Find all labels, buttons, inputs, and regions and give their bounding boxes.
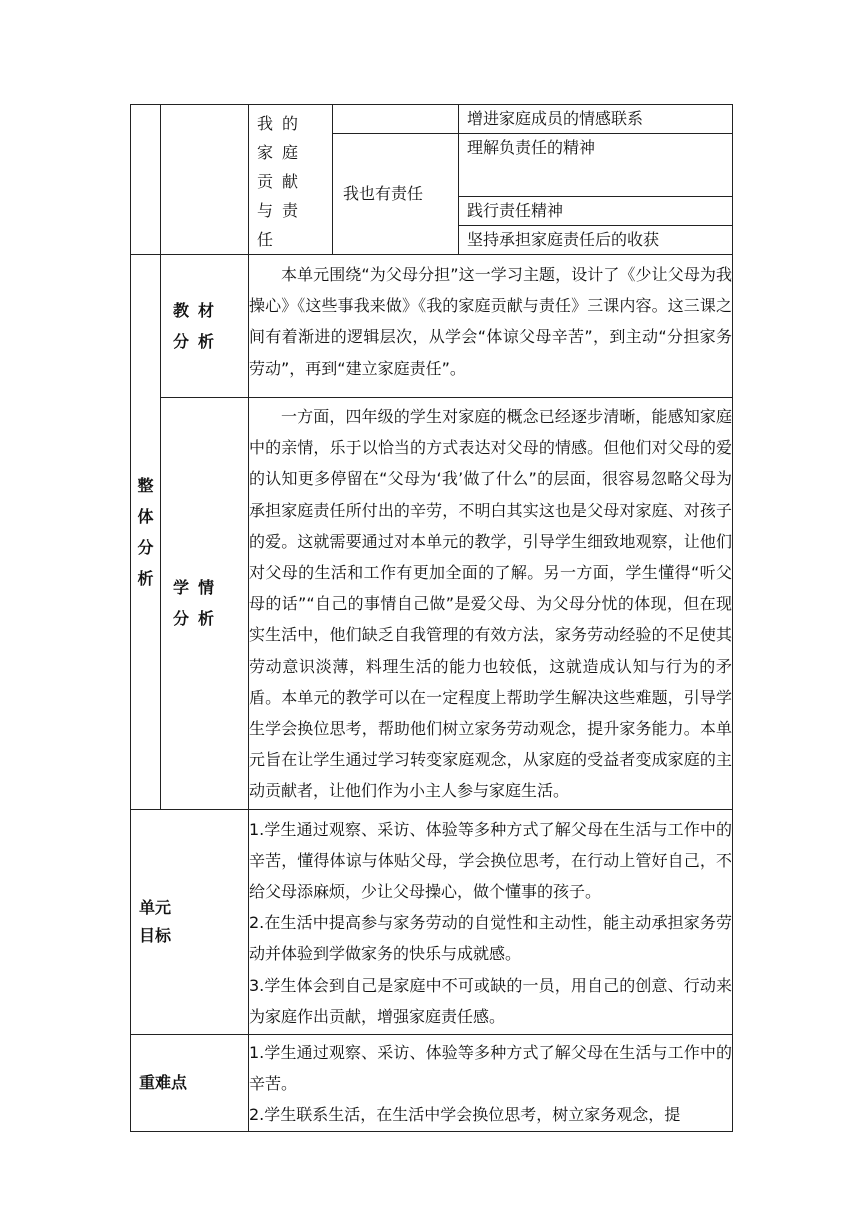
- unit-goals-cell: [249, 809, 733, 1034]
- student-analysis-row: [131, 398, 733, 810]
- textbook-analysis-label: 教材分析: [161, 255, 249, 398]
- topic-1: 增进家庭成员的情感联系: [459, 105, 733, 134]
- unit-plan-table: [130, 104, 733, 1132]
- goal-3: 3.学生体会到自己是家庭中不可或缺的一员，用自己的创意、行动来为家庭作出贡献，增强家庭责任感。: [249, 975, 732, 1026]
- student-analysis-cell: [249, 398, 733, 810]
- lesson-title: 我的家庭贡献与责任: [249, 105, 333, 255]
- empty-cell-b: [161, 105, 249, 255]
- key-points-row: [131, 1035, 733, 1132]
- key-points-cell: [249, 1035, 733, 1132]
- theme-title: 我也有责任: [333, 134, 459, 255]
- textbook-analysis-cell: [249, 255, 733, 398]
- lesson-row: [131, 105, 733, 134]
- key-point-2: 2.学生联系生活，在生活中学会换位思考，树立家务观念，提: [249, 1105, 681, 1125]
- key-points-label: 重难点: [131, 1035, 249, 1132]
- empty-cell-a: [131, 105, 161, 255]
- topic-2: 理解负责任的精神: [459, 134, 733, 197]
- textbook-analysis-text: 本单元围绕“为父母分担”这一学习主题，设计了《少让父母为我操心》《这些事我来做》《我的家庭贡献与责任》三课内容。这三课之间有着渐进的逻辑层次，从学会“体谅父母辛苦”，到主动“分担家务劳动”，再到“建立家庭责任”。: [249, 265, 732, 378]
- topic-4: 坚持承担家庭责任后的收获: [459, 226, 733, 255]
- topic-3: 践行责任精神: [459, 197, 733, 226]
- goal-1: 1.学生通过观察、采访、体验等多种方式了解父母在生活与工作中的辛苦，懂得体谅与体贴父母，学会换位思考，在行动上管好自己，不给父母添麻烦，少让父母操心，做个懂事的孩子。: [249, 819, 732, 902]
- textbook-analysis-row: [131, 255, 733, 398]
- unit-goals-row: [131, 809, 733, 1034]
- unit-goals-label: 单元 目标: [131, 809, 249, 1034]
- goal-2: 2.在生活中提高参与家务劳动的自觉性和主动性，能主动承担家务劳动并体验到学做家务的快乐与成就感。: [249, 913, 732, 964]
- theme-empty-cell: [333, 105, 459, 134]
- overall-analysis-label: 整 体 分 析: [131, 255, 161, 810]
- key-point-1: 1.学生通过观察、采访、体验等多种方式了解父母在生活与工作中的辛苦。: [249, 1043, 732, 1094]
- student-analysis-text: 一方面，四年级的学生对家庭的概念已经逐步清晰，能感知家庭中的亲情，乐于以恰当的方式表达对父母的情感。但他们对父母的爱的认知更多停留在“父母为‘我’做了什么”的层面，很容易忽略父母为承担家庭责任所付出的辛劳，不明白其实这也是父母对家庭、对孩子的爱。这就需要通过对本单元的教学，引导学生细致地观察，让他们对父母的生活和工作有更加全面的了解。另一方面，学生懂得“听父母的话”“自己的事情自己做”是爱父母、为父母分忧的体现，但在现实生活中，他们缺乏自我管理的有效方法，家务劳动经验的不足使其劳动意识淡薄，料理生活的能力也较低，这就造成认知与行为的矛盾。本单元的教学可以在一定程度上帮助学生解决这些难题，引导学生学会换位思考，帮助他们树立家务劳动观念，提升家务能力。本单元旨在让学生通过学习转变家庭观念，从家庭的受益者变成家庭的主动贡献者，让他们作为小主人参与家庭生活。: [249, 407, 732, 801]
- student-analysis-label: 学情分析: [161, 398, 249, 810]
